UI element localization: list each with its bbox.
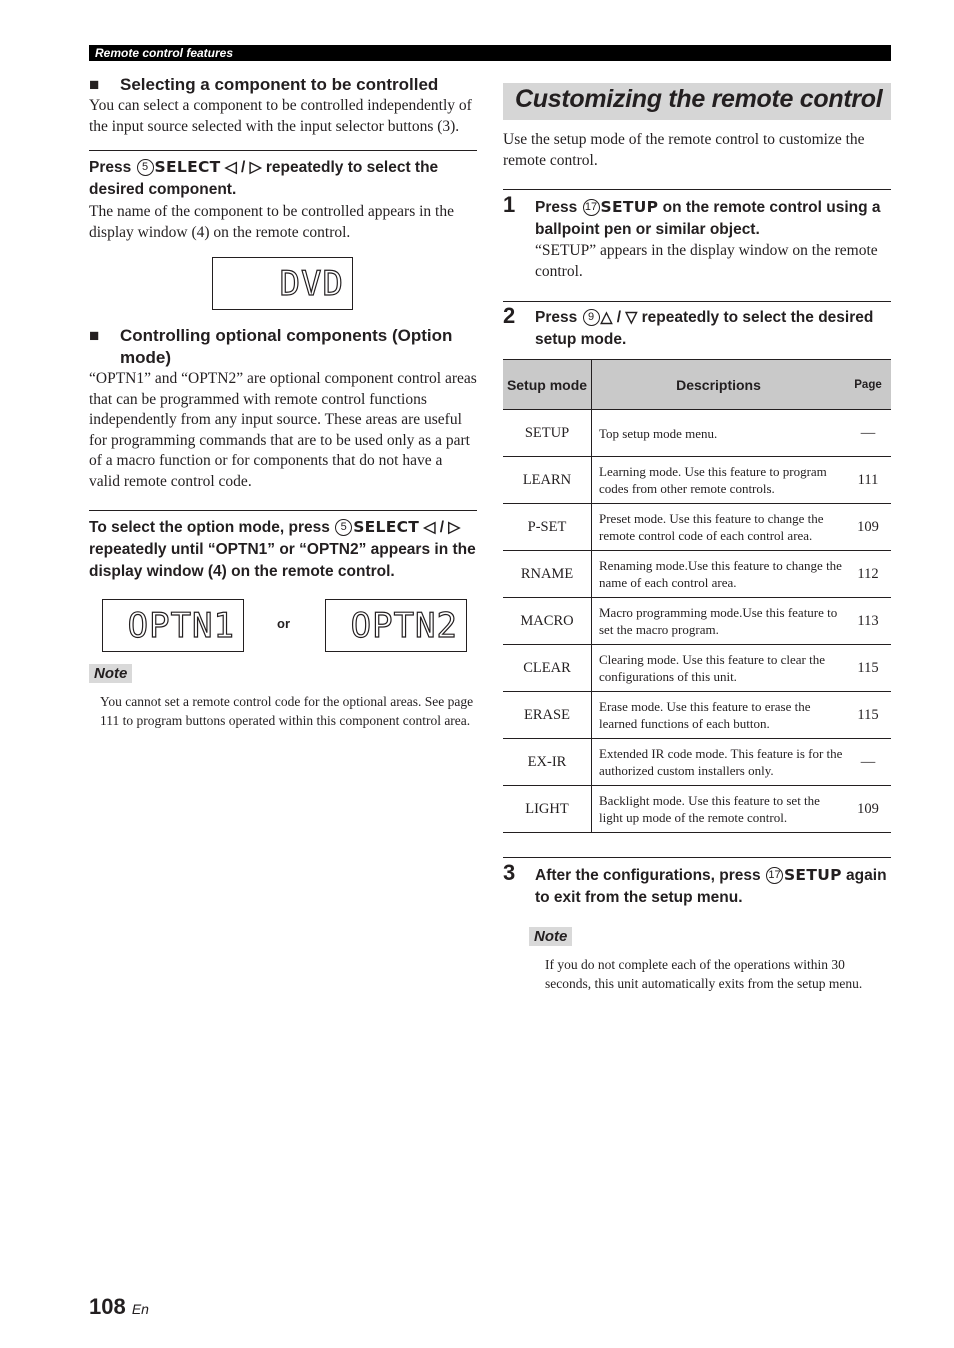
table-row: P-SET Preset mode. Use this feature to change the remote control code of each control area. 109 xyxy=(503,504,891,551)
divider xyxy=(89,510,477,511)
table-row: ERASE Erase mode. Use this feature to erase the learned functions of each button. 115 xyxy=(503,692,891,739)
option-body: “OPTN1” and “OPTN2” are optional component control areas that can be programmed with remote control functions independently from any input source. These areas are useful for programming commands that are to be used only as a part of a macro function or for components that do not have a valid remote control code. xyxy=(89,370,477,490)
page-number: 108 En xyxy=(89,1294,149,1319)
setup-mode-table xyxy=(503,359,891,833)
selecting-body: You can select a component to be controlled independently of the input source selected with the input selector buttons (3). xyxy=(89,97,472,135)
table-row: SETUP Top setup mode menu. — xyxy=(503,410,891,457)
table-row: LIGHT Backlight mode. Use this feature to set the light up mode of the remote control. 109 xyxy=(503,786,891,833)
display-window-dvd: DVD xyxy=(212,257,353,310)
table-row: EX-IR Extended IR code mode. This feature is for the authorized custom installers only. — xyxy=(503,739,891,786)
step-3-instruction: After the configurations, press 17 SETUP again to exit from the setup menu. xyxy=(535,866,887,906)
right-column xyxy=(503,83,891,993)
step-2: 2 Press 9 △ / ▽ repeatedly to select the desired setup mode. xyxy=(503,307,891,351)
step-2-instruction: Press 9 △ / ▽ repeatedly to select the desired setup mode. xyxy=(535,309,874,348)
intro-text: Use the setup mode of the remote control to customize the remote control. xyxy=(503,131,865,169)
section-header-bar xyxy=(89,45,891,61)
option-heading: ■ Controlling optional components (Option mode) xyxy=(89,326,453,367)
divider xyxy=(503,189,891,190)
col-header-desc: Descriptions xyxy=(592,360,846,410)
step-3: 3 After the configurations, press 17 SETUP again to exit from the setup menu. xyxy=(503,864,891,909)
page-title-box xyxy=(503,83,891,120)
divider xyxy=(503,857,891,858)
selecting-detail: The name of the component to be controlled appears in the display window (4) on the remote control. xyxy=(89,203,454,241)
step-1: 1 Press 17 SETUP on the remote control using a ballpoint pen or similar object. “SETUP” appears in the display window on the remote control. xyxy=(503,196,891,282)
table-row: CLEAR Clearing mode. Use this feature to clear the configurations of this unit. 115 xyxy=(503,645,891,692)
note-label: Note xyxy=(89,664,132,683)
step-1-detail: “SETUP” appears in the display window on the remote control. xyxy=(535,242,878,280)
divider xyxy=(503,301,891,302)
or-label: or xyxy=(277,616,290,631)
note-text: If you do not complete each of the operations within 30 seconds, this unit automatically exits from the setup menu. xyxy=(545,957,863,991)
step-1-instruction: Press 17 SETUP on the remote control using a ballpoint pen or similar object. xyxy=(535,198,881,238)
divider xyxy=(89,150,477,151)
left-column xyxy=(89,72,477,730)
section-header: Remote control features xyxy=(95,46,234,60)
table-row: RNAME Renaming mode.Use this feature to change the name of each control area. 112 xyxy=(503,551,891,598)
selecting-instruction: Press 5 SELECT ◁ / ▷ repeatedly to select the desired component. xyxy=(89,158,439,198)
table-row: LEARN Learning mode. Use this feature to program codes from other remote controls. 111 xyxy=(503,457,891,504)
display-window-optn1: OPTN1 xyxy=(102,599,244,652)
note-label: Note xyxy=(529,927,572,946)
display-window-optn2: OPTN2 xyxy=(325,599,467,652)
note-text: You cannot set a remote control code for the optional areas. See page 111 to program buttons operated within this component control area. xyxy=(100,694,474,728)
col-header-mode: Setup mode xyxy=(503,360,592,410)
selecting-heading: ■ Selecting a component to be controlled xyxy=(89,75,439,94)
option-instruction: To select the option mode, press 5 SELECT ◁ / ▷ repeatedly until “OPTN1” or “OPTN2” appears in the display window (4) on the remote control. xyxy=(89,518,476,580)
page-title: Customizing the remote control xyxy=(515,85,883,113)
col-header-page: Page xyxy=(845,360,891,410)
table-row: MACRO Macro programming mode.Use this feature to set the macro program. 113 xyxy=(503,598,891,645)
